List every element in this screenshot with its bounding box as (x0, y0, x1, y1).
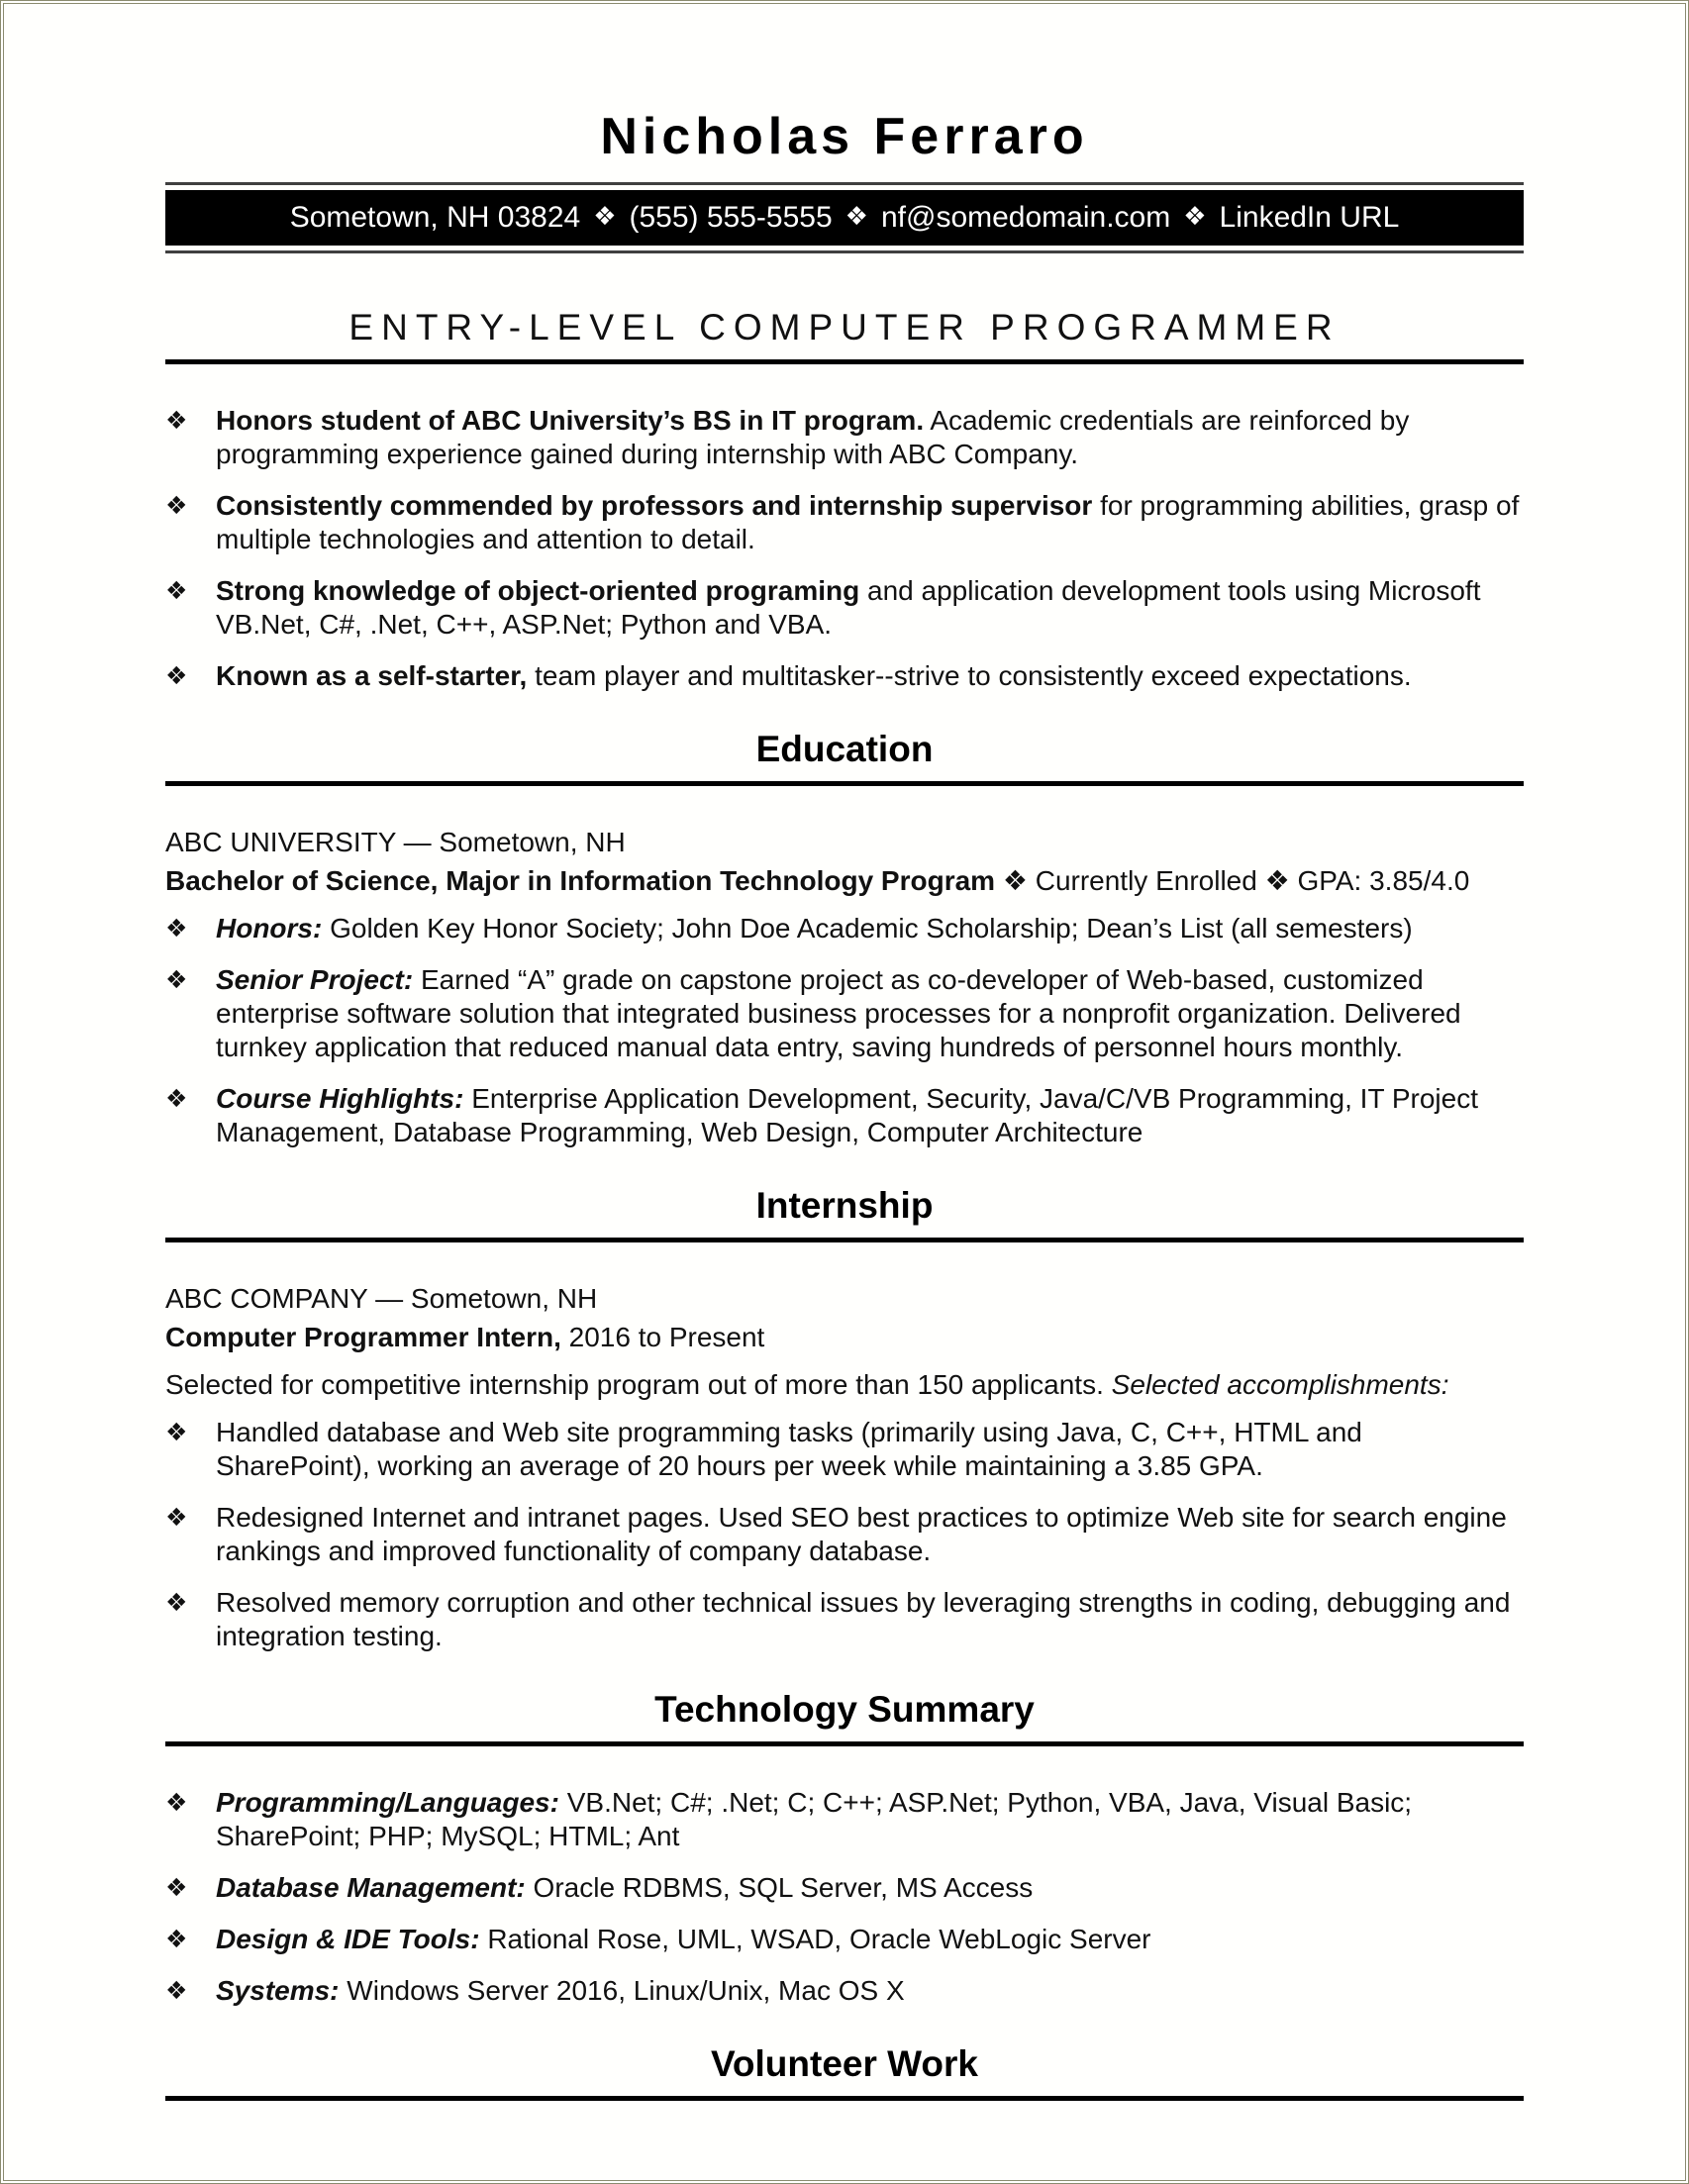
internship-bullet (165, 1586, 1524, 1653)
summary-bullet (165, 404, 1524, 471)
section-rule (165, 781, 1524, 786)
bullet-rest: Windows Server 2016, Linux/Unix, Mac OS X (339, 1975, 905, 2006)
bullet-text: Resolved memory corruption and other technical issues by leveraging strengths in coding, debugging and integration testing. (216, 1587, 1511, 1651)
bullet-text (216, 1871, 1033, 1905)
section-heading-technology: Technology Summary (654, 1689, 1035, 1730)
diamond-bullet-icon: ❖ (165, 1977, 188, 2005)
section-heading-education: Education (755, 729, 934, 769)
bullet-rest: Oracle RDBMS, SQL Server, MS Access (525, 1872, 1034, 1903)
internship-bullet (165, 1501, 1524, 1568)
bullet-lead: Consistently commended by professors and internship supervisor (216, 490, 1093, 521)
technology-bullet (165, 1786, 1524, 1853)
bullet-lead: Honors student of ABC University’s BS in IT program. (216, 405, 925, 436)
bullet-lead: Course Highlights: (216, 1083, 464, 1114)
education-bullet (165, 912, 1524, 945)
bullet-rest: Rational Rose, UML, WSAD, Oracle WebLogic Server (479, 1924, 1151, 1954)
diamond-bullet-icon: ❖ (165, 1504, 188, 1532)
bullet-lead: Strong knowledge of object-oriented programing (216, 575, 860, 606)
diamond-bullet-icon: ❖ (165, 1589, 188, 1617)
education-org-line: ABC UNIVERSITY — Sometown, NH (165, 827, 626, 857)
diamond-bullet-icon: ❖ (165, 407, 188, 435)
education-degree-line (165, 864, 1524, 898)
education-bullet (165, 963, 1524, 1064)
contact-bar (165, 190, 1524, 246)
bullet-rest: for programming abilities, grasp of multiple technologies and attention to detail. (216, 490, 1520, 554)
contact-location: Sometown, NH 03824 (289, 201, 581, 234)
bullet-text (216, 1082, 1524, 1149)
bullet-text: Redesigned Internet and intranet pages. Used SEO best practices to optimize Web site for search engine rankings and improved functionality of company database. (216, 1502, 1507, 1566)
bullet-rest: Academic credentials are reinforced by programming experience gained during internship with ABC Company. (216, 405, 1410, 469)
bullet-lead: Systems: (216, 1975, 340, 2006)
bullet-text (216, 1923, 1151, 1956)
bullet-lead: Honors: (216, 913, 323, 943)
diamond-bullet-icon: ❖ (165, 1085, 188, 1113)
bullet-text (216, 1786, 1524, 1853)
diamond-bullet-icon: ❖ (165, 915, 188, 943)
internship-bullet (165, 1416, 1524, 1483)
bullet-rest: Golden Key Honor Society; John Doe Academic Scholarship; Dean’s List (all semesters) (322, 913, 1413, 943)
technology-section (165, 1786, 1524, 2008)
contact-linkedin: LinkedIn URL (1219, 201, 1400, 234)
bullet-lead: Database Management: (216, 1872, 526, 1903)
technology-bullet (165, 1871, 1524, 1905)
intro-italic-text: Selected accomplishments: (1111, 1369, 1449, 1400)
role-dates: 2016 to Present (560, 1322, 765, 1352)
bullet-text (216, 912, 1413, 945)
internship-org-line: ABC COMPANY — Sometown, NH (165, 1283, 598, 1314)
diamond-bullet-icon: ❖ (165, 1874, 188, 1902)
summary-section (165, 404, 1524, 693)
intro-text: Selected for competitive internship program out of more than 150 applicants. (165, 1369, 1112, 1400)
section-heading-internship: Internship (755, 1185, 934, 1226)
education-bullets (165, 912, 1524, 1149)
contact-phone: (555) 555-5555 (629, 201, 833, 234)
bullet-text (216, 404, 1524, 471)
bullet-rest: and application development tools using Microsoft VB.Net, C#, .Net, C++, ASP.Net; Python and VBA. (216, 575, 1481, 640)
bullet-rest: team player and multitasker--strive to consistently exceed expectations. (527, 660, 1412, 691)
diamond-bullet-icon: ❖ (165, 662, 188, 690)
bullet-lead: Design & IDE Tools: (216, 1924, 480, 1954)
section-rule (165, 1238, 1524, 1242)
section-rule (165, 2096, 1524, 2101)
summary-bullet (165, 659, 1524, 693)
bullet-text (216, 574, 1524, 642)
diamond-bullet-icon: ❖ (165, 1789, 188, 1817)
internship-section (165, 1282, 1524, 1653)
diamond-separator-icon: ❖ (1183, 201, 1207, 231)
diamond-separator-icon: ❖ (844, 201, 868, 231)
bullet-text (216, 489, 1524, 556)
contact-bar-frame (165, 182, 1524, 253)
headline: ENTRY-LEVEL COMPUTER PROGRAMMER (348, 307, 1341, 347)
technology-bullet (165, 1923, 1524, 1956)
bullet-lead: Senior Project: (216, 964, 414, 995)
diamond-bullet-icon: ❖ (165, 1419, 188, 1446)
technology-bullet (165, 1974, 1524, 2008)
internship-role-line (165, 1321, 1524, 1354)
diamond-bullet-icon: ❖ (165, 577, 188, 605)
bullet-rest: VB.Net; C#; .Net; C; C++; ASP.Net; Python, VBA, Java, Visual Basic; SharePoint; PHP; MySQL; HTML; Ant (216, 1787, 1413, 1851)
diamond-bullet-icon: ❖ (165, 966, 188, 994)
diamond-bullet-icon: ❖ (165, 492, 188, 520)
bullet-rest: Enterprise Application Development, Security, Java/C/VB Programming, IT Project Management, Database Programming, Web Design, Computer Architecture (216, 1083, 1478, 1147)
education-bullet (165, 1082, 1524, 1149)
degree-title: Bachelor of Science, Major in Information Technology Program (165, 865, 996, 896)
bullet-text: Handled database and Web site programming tasks (primarily using Java, C, C++, HTML and SharePoint), working an average of 20 hours per week while maintaining a 3.85 GPA. (216, 1417, 1362, 1481)
diamond-bullet-icon: ❖ (165, 1926, 188, 1953)
bullet-lead: Programming/Languages: (216, 1787, 559, 1818)
bullet-text (216, 1974, 905, 2008)
degree-details: ❖ Currently Enrolled ❖ GPA: 3.85/4.0 (995, 865, 1470, 896)
education-section (165, 826, 1524, 1149)
internship-intro (165, 1368, 1524, 1402)
section-rule (165, 1741, 1524, 1746)
resume-name: Nicholas Ferraro (600, 108, 1089, 165)
headline-rule (165, 359, 1524, 364)
bullet-text (216, 963, 1524, 1064)
bullet-rest: Earned “A” grade on capstone project as co-developer of Web-based, customized enterprise software solution that integrated business processes for a nonprofit organization. Delivered turnkey application that reduced manual data entry, saving hundreds of personnel hours monthly. (216, 964, 1461, 1062)
summary-bullet (165, 574, 1524, 642)
role-title: Computer Programmer Intern, (165, 1322, 561, 1352)
bullet-lead: Known as a self-starter, (216, 660, 528, 691)
section-heading-volunteer: Volunteer Work (710, 2043, 978, 2084)
contact-email: nf@somedomain.com (880, 201, 1171, 234)
bullet-text (216, 659, 1412, 693)
diamond-separator-icon: ❖ (593, 201, 617, 231)
internship-bullets (165, 1416, 1524, 1653)
summary-bullet (165, 489, 1524, 556)
